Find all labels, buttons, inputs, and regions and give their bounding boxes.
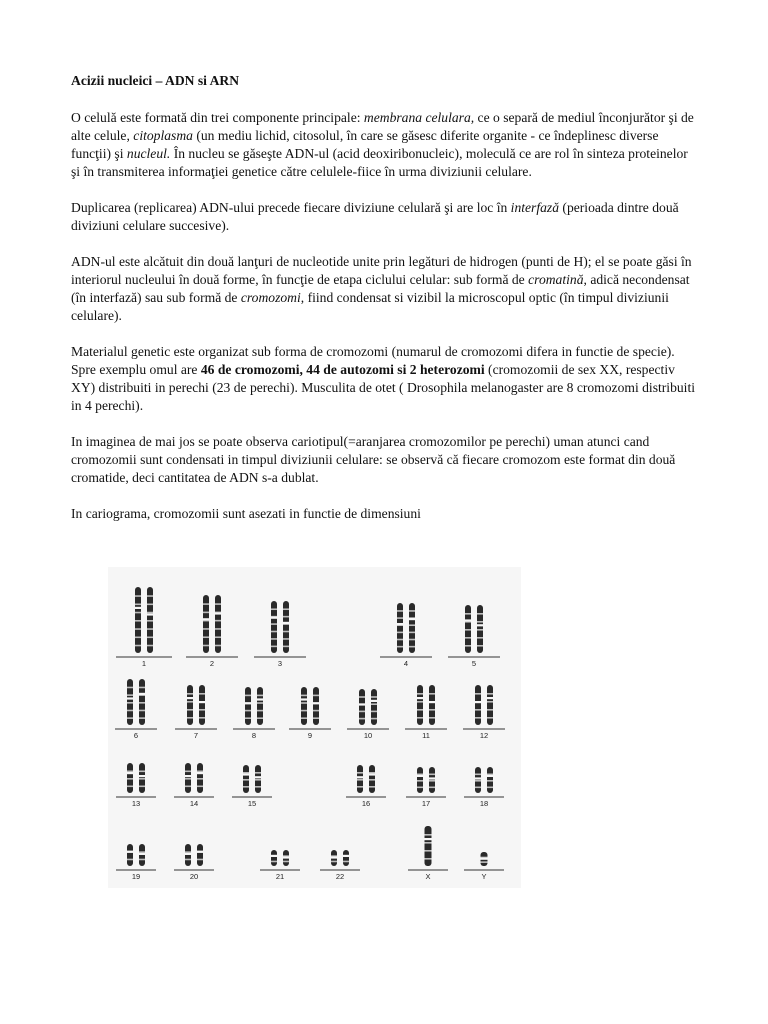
chromosome-pair-12: [463, 685, 505, 740]
chromosome-pair-22: [320, 850, 360, 881]
paragraph-karyotype: In imaginea de mai jos se poate observa cariotipul(=aranjarea cromozomilor pe perechi) uman atunci cand cromozomii sunt condensati in timpul diviziunii celulare: se observă că fiecare cromozom este format din două cromatide, deci cantitatea de ADN s-a dublat.: [71, 434, 676, 485]
centromere: [197, 851, 204, 853]
centromere: [397, 623, 404, 625]
centromere: [257, 698, 264, 700]
centromere: [331, 856, 338, 858]
chromosome-band: [369, 786, 375, 788]
centromere: [203, 618, 210, 620]
chromosome-band: [271, 623, 277, 625]
centromere: [301, 698, 308, 700]
centromere: [357, 776, 364, 778]
chromosome-band: [127, 786, 133, 788]
centromere: [139, 775, 146, 777]
chromosome-label: X: [425, 872, 431, 881]
chromosome-band: [417, 701, 423, 703]
chromosome-label: 16: [361, 799, 371, 808]
chromosome-band: [257, 702, 263, 704]
chromosome-band: [343, 861, 349, 863]
karyotype-figure: [108, 567, 521, 888]
centromere: [475, 777, 482, 779]
chromosome: [343, 850, 349, 866]
chromosome-band: [135, 595, 141, 597]
chromosome-pair-15: [232, 765, 272, 808]
chromosome-band: [429, 709, 435, 711]
chromosome-band: [487, 717, 493, 719]
centromere: [283, 622, 290, 624]
chromosome-band: [139, 771, 145, 773]
chromosome-band: [271, 646, 277, 648]
centromere: [243, 773, 250, 775]
chromosome-band: [417, 709, 423, 711]
chromosome-band: [331, 861, 337, 863]
chromosome-label: 12: [479, 731, 489, 740]
centromere: [187, 697, 194, 699]
chromosome-band: [369, 779, 375, 781]
chromosome-pair-Y: [464, 852, 504, 881]
chromosome-band: [245, 717, 251, 719]
chromosome-band: [185, 778, 191, 780]
chromosome-band: [147, 612, 153, 614]
chromosome-label: Y: [481, 872, 487, 881]
chromosome-band: [357, 779, 363, 781]
centromere: [429, 777, 436, 779]
chromosome-band: [127, 702, 133, 704]
chromosome-band: [429, 774, 435, 776]
chromosome-band: [243, 786, 249, 788]
centromere: [127, 697, 134, 699]
centromere: [127, 851, 134, 853]
chromosome-band: [203, 636, 209, 638]
chromosome-band: [271, 638, 277, 640]
chromosome-band: [301, 702, 307, 704]
chromosome-band: [139, 851, 145, 853]
chromosome-band: [139, 687, 145, 689]
centromere: [417, 775, 424, 777]
chromosome-band: [197, 778, 203, 780]
chromosome-pair-14: [174, 763, 214, 808]
centromere: [477, 624, 484, 626]
centromere: [313, 702, 320, 704]
chromosome-band: [481, 861, 488, 863]
chromosome-band: [359, 718, 365, 720]
chromosome-band: [425, 858, 432, 860]
chromosome-band: [127, 710, 133, 712]
chromosome-label: 14: [189, 799, 199, 808]
chromosome-band: [147, 645, 153, 647]
centromere: [255, 776, 262, 778]
chromosome-band: [417, 780, 423, 782]
centromere: [475, 701, 482, 703]
centromere: [245, 702, 252, 704]
chromosome-band: [397, 632, 403, 634]
chromosome-band: [475, 709, 481, 711]
chromosome-pair-13: [116, 763, 156, 808]
chromosome-label: 22: [335, 872, 345, 881]
chromosome: [199, 685, 205, 725]
chromosome-band: [397, 610, 403, 612]
centromere: [429, 701, 436, 703]
centromere: [424, 838, 432, 840]
chromosome-band: [127, 771, 133, 773]
chromosome-label: 10: [363, 731, 373, 740]
chromosome-band: [283, 646, 289, 648]
chromosome-pair-4: [380, 603, 432, 668]
paragraph-dna-structure: ADN-ul este alcătuit din două lanţuri de nucleotide unite prin legături de hidrogen (punti de H); el se poate găsi în interiorul nucleului în două forme, în funcţie de etapa ciclului celular: sub formă de cromatină, adică necondensat (în interfază) sau sub formă de cromozomi, fiind condensat si vizibil la microscopul optic (în timpul diviziunii celulare).: [71, 254, 692, 323]
chromosome-band: [371, 711, 377, 713]
chromosome: [187, 685, 193, 725]
chromosome-label: 13: [131, 799, 141, 808]
chromosome: [475, 685, 481, 725]
chromosome-label: 9: [307, 731, 313, 740]
chromosome-band: [197, 771, 203, 773]
chromosome-pair-11: [405, 685, 447, 740]
chromosome-band: [477, 621, 483, 623]
chromosome-band: [425, 834, 432, 836]
chromosome-band: [127, 717, 133, 719]
centromere: [139, 693, 146, 695]
chromosome-pair-20: [174, 844, 214, 881]
chromosome-band: [139, 717, 145, 719]
chromosome-band: [283, 631, 289, 633]
chromosome-label: 7: [193, 731, 199, 740]
document-title: Acizii nucleici – ADN si ARN: [71, 73, 240, 88]
chromosome-band: [255, 772, 261, 774]
centromere: [409, 618, 416, 620]
chromosome-band: [417, 787, 423, 789]
chromosome-band: [487, 787, 493, 789]
centromere: [283, 856, 290, 858]
chromosome-band: [187, 717, 193, 719]
chromosome-band: [359, 711, 365, 713]
chromosome-band: [409, 639, 415, 641]
chromosome: [425, 826, 432, 866]
chromosome-band: [215, 645, 221, 647]
chromosome-label: 17: [421, 799, 431, 808]
chromosome: [417, 685, 423, 725]
chromosome-band: [283, 616, 289, 618]
chromosome-label: 20: [189, 872, 199, 881]
chromosome-pair-7: [175, 685, 217, 740]
chromosome-band: [313, 717, 319, 719]
chromosome-band: [359, 696, 365, 698]
chromosome-band: [203, 603, 209, 605]
chromosome-band: [127, 694, 133, 696]
chromosome-band: [283, 861, 289, 863]
chromosome: [359, 689, 365, 725]
centromere: [199, 701, 206, 703]
chromosome-band: [139, 710, 145, 712]
chromosome-band: [417, 693, 423, 695]
chromosome-band: [215, 636, 221, 638]
chromosome-band: [243, 779, 249, 781]
chromosome-band: [369, 772, 375, 774]
chromosome-band: [475, 717, 481, 719]
chromosome-pair-6: [115, 679, 157, 740]
chromosome-pair-1: [116, 587, 172, 668]
chromosome-band: [127, 687, 133, 689]
chromosome-band: [487, 693, 493, 695]
chromosome-band: [409, 624, 415, 626]
centromere: [369, 773, 376, 775]
chromosome-band: [215, 603, 221, 605]
chromosome-band: [135, 637, 141, 639]
chromosome-band: [135, 645, 141, 647]
chromosome-band: [255, 779, 261, 781]
chromosome-band: [465, 645, 471, 647]
chromosome-band: [417, 717, 423, 719]
chromosome-band: [313, 710, 319, 712]
chromosome-band: [409, 610, 415, 612]
chromosome-label: 2: [209, 659, 215, 668]
chromosome-band: [245, 695, 251, 697]
chromosome-band: [357, 786, 363, 788]
chromosome-band: [147, 637, 153, 639]
chromosome-band: [245, 710, 251, 712]
centromere: [487, 775, 494, 777]
chromosome-band: [487, 780, 493, 782]
chromosome-band: [135, 604, 141, 606]
chromosome-band: [135, 620, 141, 622]
chromosome-pair-18: [464, 767, 504, 808]
chromosome-band: [397, 617, 403, 619]
centromere: [359, 703, 366, 705]
chromosome-pair-17: [406, 767, 446, 808]
chromosome: [301, 687, 307, 725]
chromosome: [197, 844, 203, 866]
chromosome-label: 4: [403, 659, 409, 668]
centromere: [480, 858, 488, 860]
chromosome-band: [301, 710, 307, 712]
chromosome-band: [409, 646, 415, 648]
chromosome-pair-2: [186, 595, 238, 668]
chromosome-band: [429, 780, 435, 782]
chromosome: [487, 685, 493, 725]
chromosome-band: [139, 786, 145, 788]
chromosome-band: [139, 702, 145, 704]
chromosome-label: 21: [275, 872, 285, 881]
chromosome-band: [197, 786, 203, 788]
chromosome-pair-3: [254, 601, 306, 668]
karyotype-image: [108, 567, 521, 888]
chromosome-band: [371, 696, 377, 698]
centromere: [487, 697, 494, 699]
chromosome-band: [257, 695, 263, 697]
paragraph-genetic-material: Materialul genetic este organizat sub forma de cromozomi (numarul de cromozomi difera in functie de specie). Spre exemplu omul are 46 de cromozomi, 44 de autozomi si 2 heterozomi (cromozomii de sex XX, respectiv XY) distribuiti in perechi (23 de perechi). Musculita de otet ( Drosophila melanogaster are 8 cromozomi distribuiti in 4 perechi).: [71, 344, 696, 413]
chromosome-band: [371, 718, 377, 720]
chromosome-band: [357, 772, 363, 774]
centromere: [185, 853, 192, 855]
chromosome-band: [127, 859, 133, 861]
chromosome-band: [203, 628, 209, 630]
chromosome-band: [429, 717, 435, 719]
chromosome-band: [477, 629, 483, 631]
centromere: [135, 607, 142, 609]
chromosome-band: [127, 778, 133, 780]
chromosome-band: [475, 774, 481, 776]
chromosome-band: [147, 628, 153, 630]
chromosome-band: [475, 787, 481, 789]
chromosome-band: [203, 612, 209, 614]
chromosome-pair-8: [233, 687, 275, 740]
chromosome-band: [257, 717, 263, 719]
centromere: [197, 772, 204, 774]
centromere: [343, 855, 350, 857]
chromosome-band: [185, 859, 191, 861]
chromosome-band: [429, 693, 435, 695]
chromosome-label: 11: [422, 731, 430, 740]
chromosome-band: [271, 631, 277, 633]
chromosome-band: [487, 709, 493, 711]
chromosome-label: 1: [141, 659, 147, 668]
chromosome-pair-19: [116, 844, 156, 881]
chromosome-band: [301, 717, 307, 719]
chromosome: [257, 687, 263, 725]
chromosome: [313, 687, 319, 725]
chromosome-band: [147, 604, 153, 606]
document-body: [71, 72, 696, 541]
chromosome-band: [425, 842, 432, 844]
chromosome-band: [271, 861, 277, 863]
chromosome-band: [187, 693, 193, 695]
centromere: [271, 855, 278, 857]
chromosome-band: [283, 608, 289, 610]
chromosome-pair-X: [408, 826, 448, 881]
chromosome-band: [147, 620, 153, 622]
chromosome-band: [397, 646, 403, 648]
chromosome-band: [147, 595, 153, 597]
chromosome-band: [477, 637, 483, 639]
chromosome-band: [203, 645, 209, 647]
chromosome-band: [465, 637, 471, 639]
chromosome-band: [477, 645, 483, 647]
chromosome-band: [187, 701, 193, 703]
chromosome-band: [139, 859, 145, 861]
chromosome-pair-5: [448, 605, 500, 668]
chromosome-band: [199, 709, 205, 711]
chromosome: [127, 844, 133, 866]
chromosome-band: [135, 612, 141, 614]
chromosome-band: [187, 709, 193, 711]
chromosome-band: [271, 608, 277, 610]
chromosome-label: 5: [471, 659, 477, 668]
chromosome-band: [283, 638, 289, 640]
centromere: [139, 853, 146, 855]
chromosome-band: [215, 620, 221, 622]
chromosome-band: [135, 628, 141, 630]
chromosome-band: [185, 851, 191, 853]
chromosome-band: [475, 780, 481, 782]
chromosome-band: [465, 629, 471, 631]
centromere: [215, 612, 222, 614]
chromosome-band: [301, 695, 307, 697]
centromere: [185, 775, 192, 777]
chromosome-band: [429, 787, 435, 789]
chromosome-band: [243, 772, 249, 774]
chromosome-band: [197, 859, 203, 861]
paragraph-cell-components: O celulă este formată din trei componente principale: membrana celulara, ce o separă de mediul înconjurător şi de alte celule, citoplasma (un mediu lichid, citosolul, în care se găsesc diferite organite - ce îndeplinesc diverse funcţii) şi nucleul. În nucleu se găseşte ADN-ul (acid deoxiribonucleic), moleculă ce are rol în sinteza proteinelor şi în transmiterea informaţiei genetice către celulele-fiice în urma diviziunii celulare.: [71, 110, 694, 179]
chromosome-band: [257, 710, 263, 712]
chromosome-band: [465, 613, 471, 615]
chromosome-band: [215, 628, 221, 630]
chromosome-label: 6: [133, 731, 139, 740]
centromere: [371, 700, 378, 702]
chromosome-band: [313, 695, 319, 697]
chromosome-band: [425, 850, 432, 852]
chromosome: [271, 850, 277, 866]
centromere: [127, 772, 134, 774]
chromosome-band: [185, 771, 191, 773]
chromosome-band: [185, 786, 191, 788]
chromosome: [429, 685, 435, 725]
chromosome-band: [371, 703, 377, 705]
chromosome-band: [475, 693, 481, 695]
chromosome-label: 18: [479, 799, 489, 808]
paragraph-replication: Duplicarea (replicarea) ADN-ului precede fiecare diviziune celulară şi are loc în interfază (perioada dintre două diviziuni celulare succesive).: [71, 200, 679, 233]
chromosome: [371, 689, 377, 725]
centromere: [271, 617, 278, 619]
centromere: [147, 613, 154, 615]
chromosome-band: [139, 778, 145, 780]
chromosome-band: [487, 701, 493, 703]
chromosome-pair-9: [289, 687, 331, 740]
chromosome-band: [409, 632, 415, 634]
chromosome-pair-21: [260, 850, 300, 881]
chromosome-label: 15: [247, 799, 257, 808]
chromosome: [245, 687, 251, 725]
chromosome-band: [477, 613, 483, 615]
chromosome-band: [199, 717, 205, 719]
chromosome-pair-10: [347, 689, 389, 740]
chromosome-band: [255, 786, 261, 788]
chromosome-label: 19: [131, 872, 141, 881]
paragraph-karyogram: In cariograma, cromozomii sunt asezati in functie de dimensiuni: [71, 506, 421, 521]
chromosome-band: [199, 693, 205, 695]
centromere: [465, 619, 472, 621]
chromosome-label: 3: [277, 659, 283, 668]
chromosome-pair-16: [346, 765, 386, 808]
chromosome-label: 8: [251, 731, 257, 740]
chromosome-band: [397, 639, 403, 641]
centromere: [417, 697, 424, 699]
